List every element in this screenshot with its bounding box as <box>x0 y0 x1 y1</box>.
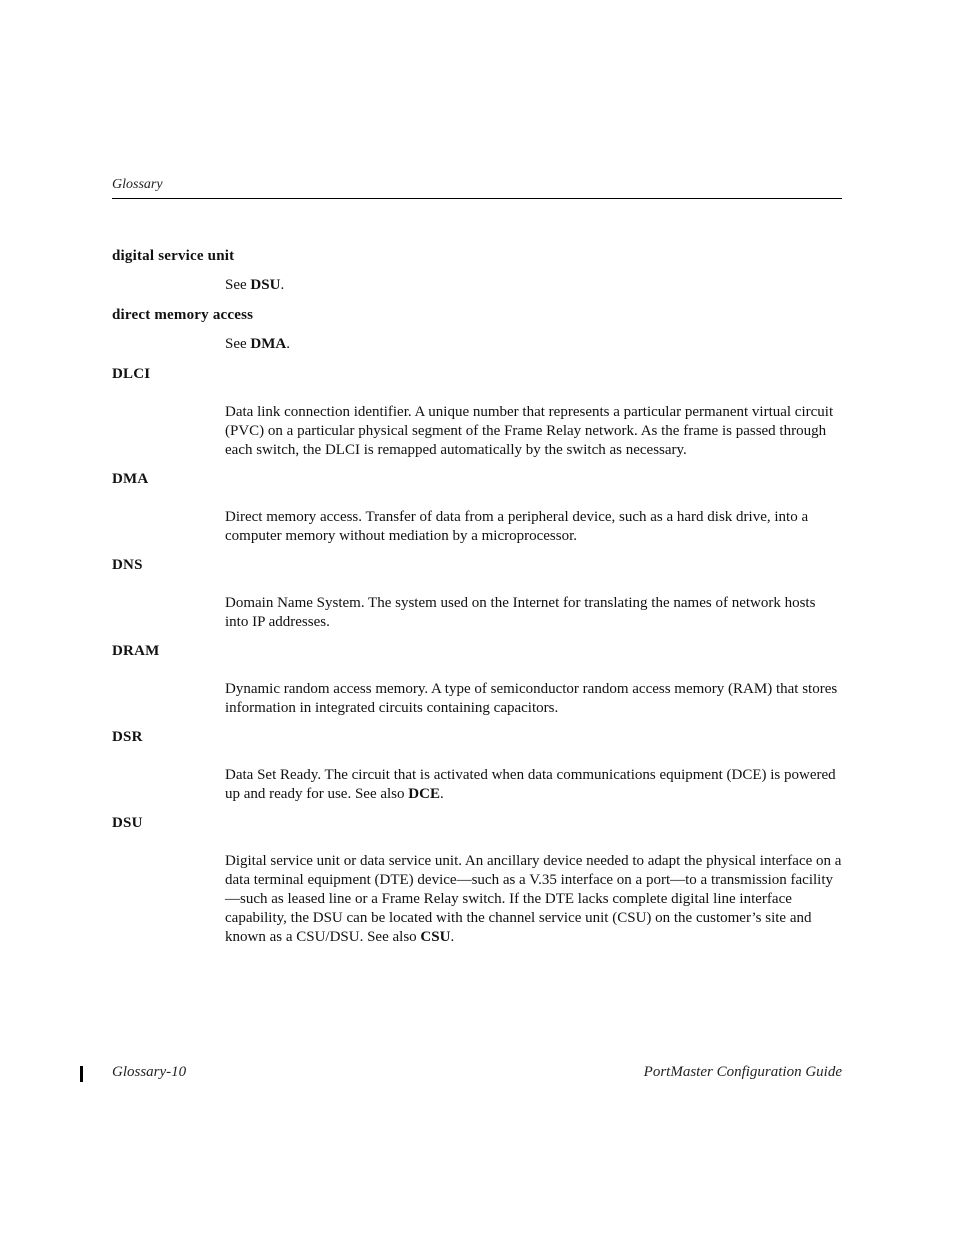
cross-reference: CSU <box>420 929 451 945</box>
change-bar <box>80 1066 83 1082</box>
cross-reference: DSU <box>250 277 281 293</box>
glossary-term: DLCI <box>112 366 151 382</box>
running-header: Glossary <box>112 177 163 192</box>
glossary-term: DRAM <box>112 643 160 659</box>
glossary-definition: Data link connection identifier. A unique number that represents a particular permanent virtual circuit (PVC) on a particular physical segment of the Frame Relay network. As the frame is passed through each switch, the DLCI is remapped automatically by the switch as necessary. <box>225 404 834 458</box>
glossary-definition: Domain Name System. The system used on the Internet for translating the names of network hosts into IP addresses. <box>225 595 816 630</box>
glossary-definition: Direct memory access. Transfer of data from a peripheral device, such as a hard disk drive, into a computer memory without mediation by a microprocessor. <box>225 509 809 544</box>
glossary-term: DSR <box>112 729 143 745</box>
glossary-definition: See DMA. <box>225 336 290 352</box>
glossary-term: direct memory access <box>112 307 254 323</box>
glossary-entries <box>112 246 842 956</box>
glossary-definition: Dynamic random access memory. A type of semiconductor random access memory (RAM) that stores information in integrated circuits containing capacitors. <box>225 681 838 716</box>
glossary-definition: Digital service unit or data service unit. An ancillary device needed to adapt the physical interface on a data terminal equipment (DTE) device—such as a V.35 interface on a port—to a transmission facility—such as leased line or a Frame Relay switch. If the DTE lacks complete digital line interface capability, the DSU can be located with the channel service unit (CSU) on the customer’s site and known as a CSU/DSU. See also CSU. <box>225 853 842 945</box>
glossary-term: digital service unit <box>112 248 235 264</box>
glossary-definition: See DSU. <box>225 277 285 293</box>
glossary-term: DNS <box>112 557 143 573</box>
page-number: Glossary-10 <box>112 1064 187 1080</box>
header-rule <box>112 198 842 199</box>
glossary-definition: Data Set Ready. The circuit that is activated when data communications equipment (DCE) is powered up and ready for use. See also DCE. <box>225 767 836 802</box>
cross-reference: DCE <box>408 786 440 802</box>
glossary-term: DMA <box>112 471 149 487</box>
glossary-term: DSU <box>112 815 143 831</box>
cross-reference: DMA <box>250 336 287 352</box>
book-title: PortMaster Configuration Guide <box>643 1064 842 1080</box>
